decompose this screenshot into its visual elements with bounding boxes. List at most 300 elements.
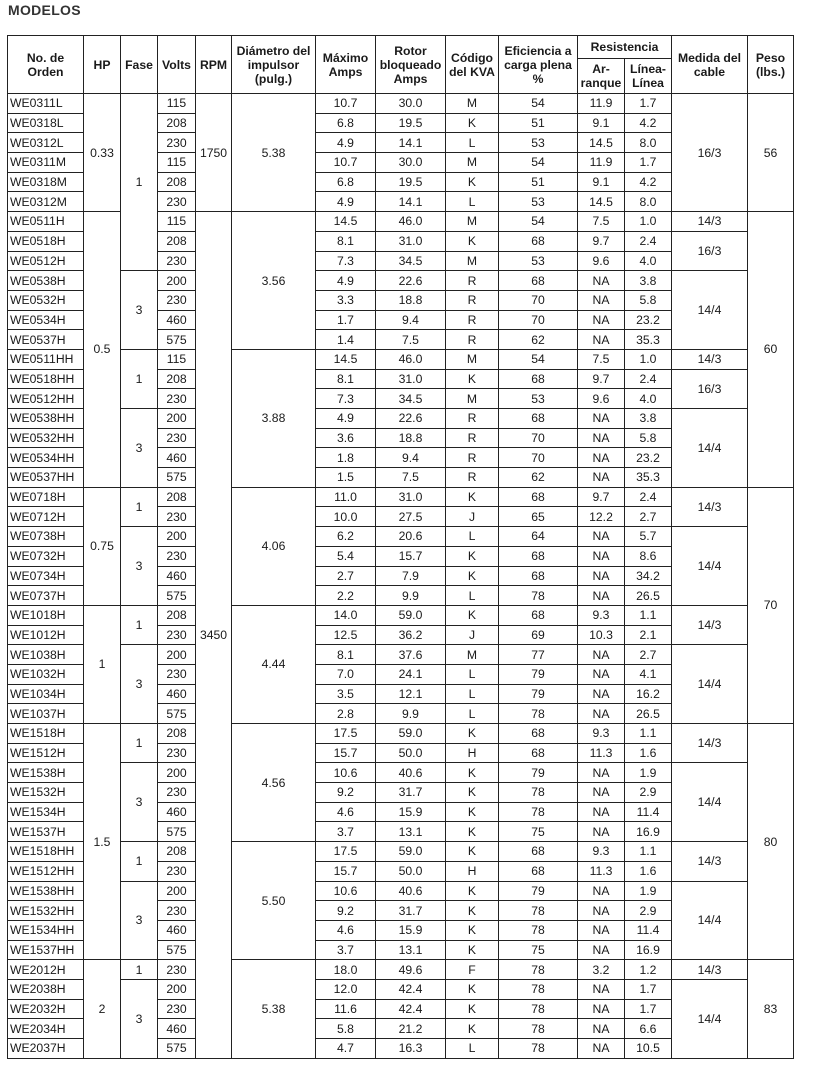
max-amps-cell: 7.3 <box>316 389 376 409</box>
efficiency-cell: 68 <box>499 409 578 429</box>
volts-cell: 115 <box>158 212 196 232</box>
volts-cell: 200 <box>158 881 196 901</box>
volts-cell: 460 <box>158 1019 196 1039</box>
max-amps-cell: 2.2 <box>316 586 376 606</box>
efficiency-cell: 68 <box>499 566 578 586</box>
efficiency-cell: 62 <box>499 330 578 350</box>
locked-rotor-amps-cell: 14.1 <box>376 192 446 212</box>
volts-cell: 208 <box>158 487 196 507</box>
locked-rotor-amps-cell: 49.6 <box>376 960 446 980</box>
order-number-cell: WE1532HH <box>8 901 84 921</box>
max-amps-cell: 17.5 <box>316 842 376 862</box>
max-amps-cell: 10.6 <box>316 763 376 783</box>
efficiency-cell: 78 <box>499 1019 578 1039</box>
volts-cell: 115 <box>158 153 196 173</box>
resistance-start-cell: NA <box>578 448 625 468</box>
cable-size-cell: 16/3 <box>672 231 748 270</box>
order-number-cell: WE2038H <box>8 979 84 999</box>
resistance-line-cell: 2.1 <box>625 625 672 645</box>
cable-size-cell: 14/4 <box>672 979 748 1058</box>
efficiency-cell: 68 <box>499 546 578 566</box>
max-amps-cell: 14.5 <box>316 212 376 232</box>
locked-rotor-amps-cell: 9.4 <box>376 310 446 330</box>
resistance-start-cell: 9.3 <box>578 842 625 862</box>
resistance-start-cell: NA <box>578 409 625 429</box>
volts-cell: 575 <box>158 1039 196 1059</box>
max-amps-cell: 4.9 <box>316 192 376 212</box>
resistance-start-cell: 9.7 <box>578 369 625 389</box>
locked-rotor-amps-cell: 36.2 <box>376 625 446 645</box>
impeller-diameter-cell: 5.50 <box>232 842 316 960</box>
order-number-cell: WE0318L <box>8 113 84 133</box>
order-number-cell: WE1534H <box>8 802 84 822</box>
phase-cell: 3 <box>121 881 158 960</box>
efficiency-cell: 64 <box>499 527 578 547</box>
resistance-line-cell: 5.8 <box>625 428 672 448</box>
order-number-cell: WE0312M <box>8 192 84 212</box>
locked-rotor-amps-cell: 22.6 <box>376 271 446 291</box>
models-table <box>7 35 794 1059</box>
hp-cell: 0.75 <box>84 487 121 605</box>
kva-code-cell: R <box>446 409 499 429</box>
resistance-line-cell: 1.0 <box>625 349 672 369</box>
resistance-start-cell: NA <box>578 310 625 330</box>
efficiency-cell: 69 <box>499 625 578 645</box>
resistance-line-cell: 35.3 <box>625 468 672 488</box>
order-number-cell: WE0534H <box>8 310 84 330</box>
efficiency-cell: 53 <box>499 389 578 409</box>
locked-rotor-amps-cell: 13.1 <box>376 822 446 842</box>
kva-code-cell: K <box>446 1019 499 1039</box>
resistance-line-cell: 1.7 <box>625 153 672 173</box>
page-title: MODELOS <box>8 2 81 18</box>
kva-code-cell: L <box>446 133 499 153</box>
resistance-line-cell: 2.9 <box>625 783 672 803</box>
order-number-cell: WE0518H <box>8 231 84 251</box>
volts-cell: 230 <box>158 192 196 212</box>
max-amps-cell: 10.7 <box>316 94 376 114</box>
weight-cell: 60 <box>748 212 794 488</box>
weight-cell: 70 <box>748 487 794 723</box>
phase-cell: 1 <box>121 960 158 980</box>
resistance-line-cell: 23.2 <box>625 310 672 330</box>
locked-rotor-amps-cell: 50.0 <box>376 861 446 881</box>
phase-cell: 3 <box>121 979 158 1058</box>
volts-cell: 575 <box>158 940 196 960</box>
order-number-cell: WE0712H <box>8 507 84 527</box>
order-number-cell: WE1034H <box>8 684 84 704</box>
resistance-line-cell: 1.7 <box>625 999 672 1019</box>
header-resistance-line: Línea-Línea <box>625 59 672 94</box>
volts-cell: 230 <box>158 389 196 409</box>
kva-code-cell: K <box>446 842 499 862</box>
kva-code-cell: K <box>446 783 499 803</box>
efficiency-cell: 68 <box>499 231 578 251</box>
phase-cell: 3 <box>121 763 158 842</box>
resistance-start-cell: NA <box>578 271 625 291</box>
efficiency-cell: 70 <box>499 290 578 310</box>
volts-cell: 208 <box>158 231 196 251</box>
kva-code-cell: R <box>446 468 499 488</box>
locked-rotor-amps-cell: 31.0 <box>376 231 446 251</box>
resistance-start-cell: NA <box>578 704 625 724</box>
max-amps-cell: 5.8 <box>316 1019 376 1039</box>
max-amps-cell: 7.0 <box>316 664 376 684</box>
max-amps-cell: 9.2 <box>316 783 376 803</box>
kva-code-cell: K <box>446 566 499 586</box>
max-amps-cell: 8.1 <box>316 645 376 665</box>
order-number-cell: WE0732H <box>8 546 84 566</box>
order-number-cell: WE0718H <box>8 487 84 507</box>
order-number-cell: WE0534HH <box>8 448 84 468</box>
phase-cell: 3 <box>121 271 158 350</box>
volts-cell: 230 <box>158 428 196 448</box>
kva-code-cell: L <box>446 664 499 684</box>
cable-size-cell: 14/3 <box>672 212 748 232</box>
impeller-diameter-cell: 4.44 <box>232 605 316 723</box>
max-amps-cell: 9.2 <box>316 901 376 921</box>
resistance-start-cell: NA <box>578 428 625 448</box>
table-row <box>8 349 794 369</box>
volts-cell: 230 <box>158 546 196 566</box>
max-amps-cell: 2.8 <box>316 704 376 724</box>
order-number-cell: WE1538HH <box>8 881 84 901</box>
efficiency-cell: 78 <box>499 979 578 999</box>
order-number-cell: WE0512HH <box>8 389 84 409</box>
table-row <box>8 409 794 429</box>
cable-size-cell: 14/4 <box>672 409 748 488</box>
resistance-start-cell: NA <box>578 783 625 803</box>
volts-cell: 230 <box>158 743 196 763</box>
efficiency-cell: 53 <box>499 251 578 271</box>
kva-code-cell: K <box>446 920 499 940</box>
volts-cell: 230 <box>158 664 196 684</box>
efficiency-cell: 68 <box>499 861 578 881</box>
resistance-start-cell: NA <box>578 881 625 901</box>
resistance-line-cell: 26.5 <box>625 704 672 724</box>
volts-cell: 230 <box>158 901 196 921</box>
order-number-cell: WE1518H <box>8 724 84 744</box>
resistance-start-cell: 11.3 <box>578 861 625 881</box>
header-impeller-diameter: Diámetro del impulsor (pulg.) <box>232 36 316 94</box>
order-number-cell: WE1032H <box>8 664 84 684</box>
resistance-line-cell: 4.2 <box>625 172 672 192</box>
order-number-cell: WE1512H <box>8 743 84 763</box>
max-amps-cell: 8.1 <box>316 369 376 389</box>
phase-cell: 1 <box>121 842 158 881</box>
locked-rotor-amps-cell: 19.5 <box>376 113 446 133</box>
order-number-cell: WE0312L <box>8 133 84 153</box>
header-rpm: RPM <box>196 36 232 94</box>
table-row <box>8 842 794 862</box>
kva-code-cell: F <box>446 960 499 980</box>
efficiency-cell: 79 <box>499 763 578 783</box>
order-number-cell: WE0511HH <box>8 349 84 369</box>
rpm-cell: 1750 <box>196 94 232 212</box>
weight-cell: 80 <box>748 724 794 960</box>
volts-cell: 575 <box>158 468 196 488</box>
order-number-cell: WE2032H <box>8 999 84 1019</box>
kva-code-cell: K <box>446 172 499 192</box>
max-amps-cell: 4.6 <box>316 802 376 822</box>
resistance-line-cell: 11.4 <box>625 802 672 822</box>
resistance-start-cell: NA <box>578 920 625 940</box>
resistance-start-cell: NA <box>578 763 625 783</box>
impeller-diameter-cell: 3.88 <box>232 349 316 487</box>
efficiency-cell: 78 <box>499 920 578 940</box>
order-number-cell: WE1037H <box>8 704 84 724</box>
kva-code-cell: L <box>446 704 499 724</box>
resistance-line-cell: 11.4 <box>625 920 672 940</box>
efficiency-cell: 78 <box>499 1039 578 1059</box>
resistance-start-cell: NA <box>578 999 625 1019</box>
cable-size-cell: 14/4 <box>672 645 748 724</box>
kva-code-cell: L <box>446 684 499 704</box>
max-amps-cell: 10.0 <box>316 507 376 527</box>
resistance-start-cell: NA <box>578 940 625 960</box>
max-amps-cell: 2.7 <box>316 566 376 586</box>
efficiency-cell: 68 <box>499 369 578 389</box>
kva-code-cell: L <box>446 586 499 606</box>
locked-rotor-amps-cell: 31.0 <box>376 487 446 507</box>
kva-code-cell: K <box>446 605 499 625</box>
order-number-cell: WE1518HH <box>8 842 84 862</box>
locked-rotor-amps-cell: 42.4 <box>376 979 446 999</box>
max-amps-cell: 6.8 <box>316 172 376 192</box>
volts-cell: 230 <box>158 625 196 645</box>
order-number-cell: WE0512H <box>8 251 84 271</box>
efficiency-cell: 54 <box>499 349 578 369</box>
volts-cell: 200 <box>158 645 196 665</box>
efficiency-cell: 79 <box>499 664 578 684</box>
locked-rotor-amps-cell: 13.1 <box>376 940 446 960</box>
resistance-line-cell: 6.6 <box>625 1019 672 1039</box>
volts-cell: 230 <box>158 133 196 153</box>
locked-rotor-amps-cell: 34.5 <box>376 251 446 271</box>
table-row <box>8 763 794 783</box>
header-kva-code: Código del KVA <box>446 36 499 94</box>
order-number-cell: WE0532HH <box>8 428 84 448</box>
efficiency-cell: 78 <box>499 783 578 803</box>
order-number-cell: WE0537HH <box>8 468 84 488</box>
volts-cell: 200 <box>158 979 196 999</box>
kva-code-cell: M <box>446 153 499 173</box>
header-volts: Volts <box>158 36 196 94</box>
phase-cell: 3 <box>121 527 158 606</box>
resistance-line-cell: 16.9 <box>625 940 672 960</box>
kva-code-cell: K <box>446 546 499 566</box>
hp-cell: 1.5 <box>84 724 121 960</box>
cable-size-cell: 14/3 <box>672 487 748 526</box>
volts-cell: 230 <box>158 999 196 1019</box>
resistance-start-cell: NA <box>578 645 625 665</box>
resistance-start-cell: NA <box>578 527 625 547</box>
efficiency-cell: 78 <box>499 960 578 980</box>
volts-cell: 460 <box>158 802 196 822</box>
max-amps-cell: 12.5 <box>316 625 376 645</box>
phase-cell: 1 <box>121 349 158 408</box>
kva-code-cell: M <box>446 389 499 409</box>
cable-size-cell: 14/4 <box>672 271 748 350</box>
max-amps-cell: 10.7 <box>316 153 376 173</box>
locked-rotor-amps-cell: 31.7 <box>376 783 446 803</box>
cable-size-cell: 16/3 <box>672 94 748 212</box>
impeller-diameter-cell: 4.06 <box>232 487 316 605</box>
resistance-line-cell: 2.4 <box>625 487 672 507</box>
volts-cell: 208 <box>158 605 196 625</box>
locked-rotor-amps-cell: 14.1 <box>376 133 446 153</box>
table-row <box>8 487 794 507</box>
resistance-start-cell: 7.5 <box>578 212 625 232</box>
resistance-start-cell: NA <box>578 1019 625 1039</box>
resistance-start-cell: NA <box>578 901 625 921</box>
efficiency-cell: 68 <box>499 842 578 862</box>
efficiency-cell: 53 <box>499 133 578 153</box>
resistance-start-cell: NA <box>578 290 625 310</box>
kva-code-cell: K <box>446 724 499 744</box>
efficiency-cell: 68 <box>499 487 578 507</box>
max-amps-cell: 1.4 <box>316 330 376 350</box>
resistance-line-cell: 1.0 <box>625 212 672 232</box>
efficiency-cell: 68 <box>499 724 578 744</box>
volts-cell: 230 <box>158 960 196 980</box>
volts-cell: 575 <box>158 704 196 724</box>
resistance-line-cell: 26.5 <box>625 586 672 606</box>
order-number-cell: WE1038H <box>8 645 84 665</box>
order-number-cell: WE1537HH <box>8 940 84 960</box>
order-number-cell: WE2012H <box>8 960 84 980</box>
locked-rotor-amps-cell: 18.8 <box>376 428 446 448</box>
volts-cell: 200 <box>158 409 196 429</box>
resistance-start-cell: NA <box>578 546 625 566</box>
header-weight: Peso (lbs.) <box>748 36 794 94</box>
locked-rotor-amps-cell: 46.0 <box>376 349 446 369</box>
locked-rotor-amps-cell: 59.0 <box>376 605 446 625</box>
kva-code-cell: M <box>446 212 499 232</box>
kva-code-cell: K <box>446 369 499 389</box>
phase-cell: 1 <box>121 487 158 526</box>
max-amps-cell: 3.6 <box>316 428 376 448</box>
impeller-diameter-cell: 4.56 <box>232 724 316 842</box>
resistance-start-cell: 9.3 <box>578 724 625 744</box>
header-efficiency: Eficiencia a carga plena % <box>499 36 578 94</box>
resistance-start-cell: NA <box>578 566 625 586</box>
kva-code-cell: R <box>446 310 499 330</box>
resistance-start-cell: 9.7 <box>578 231 625 251</box>
locked-rotor-amps-cell: 31.0 <box>376 369 446 389</box>
kva-code-cell: R <box>446 330 499 350</box>
max-amps-cell: 1.7 <box>316 310 376 330</box>
resistance-line-cell: 8.0 <box>625 133 672 153</box>
locked-rotor-amps-cell: 19.5 <box>376 172 446 192</box>
order-number-cell: WE1512HH <box>8 861 84 881</box>
resistance-start-cell: 11.9 <box>578 153 625 173</box>
resistance-line-cell: 2.4 <box>625 231 672 251</box>
phase-cell: 3 <box>121 409 158 488</box>
table-row <box>8 960 794 980</box>
resistance-line-cell: 8.0 <box>625 192 672 212</box>
kva-code-cell: K <box>446 113 499 133</box>
efficiency-cell: 51 <box>499 172 578 192</box>
order-number-cell: WE1018H <box>8 605 84 625</box>
kva-code-cell: K <box>446 881 499 901</box>
volts-cell: 460 <box>158 684 196 704</box>
resistance-start-cell: 11.9 <box>578 94 625 114</box>
order-number-cell: WE0537H <box>8 330 84 350</box>
volts-cell: 115 <box>158 94 196 114</box>
order-number-cell: WE0518HH <box>8 369 84 389</box>
resistance-line-cell: 4.1 <box>625 664 672 684</box>
resistance-line-cell: 2.7 <box>625 507 672 527</box>
volts-cell: 208 <box>158 724 196 744</box>
resistance-start-cell: NA <box>578 979 625 999</box>
max-amps-cell: 17.5 <box>316 724 376 744</box>
resistance-start-cell: 14.5 <box>578 133 625 153</box>
max-amps-cell: 1.5 <box>316 468 376 488</box>
phase-cell: 1 <box>121 724 158 763</box>
cable-size-cell: 14/3 <box>672 349 748 369</box>
cable-size-cell: 14/4 <box>672 881 748 960</box>
table-row <box>8 724 794 744</box>
volts-cell: 460 <box>158 920 196 940</box>
max-amps-cell: 18.0 <box>316 960 376 980</box>
order-number-cell: WE1534HH <box>8 920 84 940</box>
cable-size-cell: 14/3 <box>672 724 748 763</box>
max-amps-cell: 11.0 <box>316 487 376 507</box>
table-row <box>8 881 794 901</box>
resistance-start-cell: 10.3 <box>578 625 625 645</box>
kva-code-cell: K <box>446 822 499 842</box>
order-number-cell: WE0511H <box>8 212 84 232</box>
max-amps-cell: 11.6 <box>316 999 376 1019</box>
cable-size-cell: 14/4 <box>672 527 748 606</box>
rpm-cell: 3450 <box>196 212 232 1059</box>
resistance-start-cell: 9.7 <box>578 487 625 507</box>
phase-cell: 1 <box>121 94 158 271</box>
max-amps-cell: 3.7 <box>316 940 376 960</box>
order-number-cell: WE0538H <box>8 271 84 291</box>
kva-code-cell: M <box>446 94 499 114</box>
locked-rotor-amps-cell: 12.1 <box>376 684 446 704</box>
kva-code-cell: M <box>446 645 499 665</box>
header-hp: HP <box>84 36 121 94</box>
efficiency-cell: 54 <box>499 212 578 232</box>
cable-size-cell: 14/3 <box>672 842 748 881</box>
hp-cell: 0.33 <box>84 94 121 212</box>
kva-code-cell: R <box>446 271 499 291</box>
max-amps-cell: 4.6 <box>316 920 376 940</box>
kva-code-cell: J <box>446 507 499 527</box>
resistance-start-cell: 9.1 <box>578 172 625 192</box>
volts-cell: 575 <box>158 822 196 842</box>
locked-rotor-amps-cell: 9.4 <box>376 448 446 468</box>
locked-rotor-amps-cell: 50.0 <box>376 743 446 763</box>
efficiency-cell: 51 <box>499 113 578 133</box>
volts-cell: 575 <box>158 586 196 606</box>
order-number-cell: WE0311M <box>8 153 84 173</box>
weight-cell: 83 <box>748 960 794 1058</box>
phase-cell: 1 <box>121 605 158 644</box>
resistance-start-cell: 9.6 <box>578 251 625 271</box>
locked-rotor-amps-cell: 7.5 <box>376 468 446 488</box>
efficiency-cell: 78 <box>499 704 578 724</box>
resistance-start-cell: NA <box>578 822 625 842</box>
cable-size-cell: 14/3 <box>672 605 748 644</box>
resistance-line-cell: 10.5 <box>625 1039 672 1059</box>
resistance-line-cell: 5.8 <box>625 290 672 310</box>
efficiency-cell: 78 <box>499 901 578 921</box>
max-amps-cell: 15.7 <box>316 861 376 881</box>
